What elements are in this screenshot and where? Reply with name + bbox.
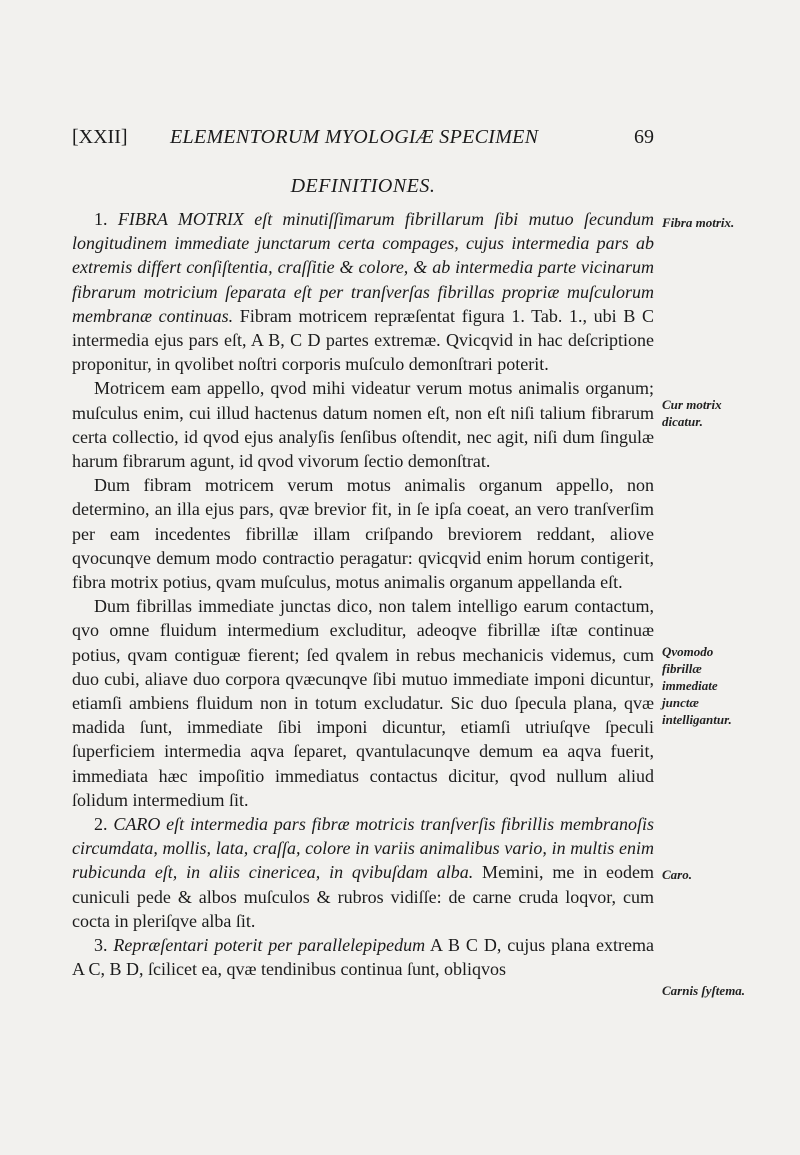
section-number: [XXII] (72, 126, 128, 148)
body-text (72, 207, 654, 982)
running-title: ELEMENTORUM MYOLOGIÆ SPECIMEN (170, 126, 539, 148)
paragraph-3: Dum fibram motricem verum motus animalis organum appello, non determino, an illa ejus pars, qvæ brevior fit, in ſe ipſa coeat, an vero tranſverſim per eam incedentes fibrillæ illam criſpando breviorem reddant, aliove qvocunqve demum modo contractio peragatur: qvicqvid enim horum contigerit, fibra motrix potius, qvam muſculus, motus animalis organum appellanda eſt. (72, 475, 654, 593)
running-head (72, 126, 654, 150)
margin-note-qvomodo: Qvomodo fibrillæ immediate junctæ intelligantur. (662, 644, 732, 727)
section-heading: DEFINITIONES. (290, 175, 436, 197)
paragraph-2: Motricem eam appello, qvod mihi videatur verum motus animalis organum; muſculus enim, cui illud hactenus datum nomen eſt, non eſt niſi talium fibrarum certa collectio, id qvod ejus analyſis ſenſibus oſtendit, nec agit, niſi dum ſingulæ harum fibrarum agunt, id qvod vivorum ſectio demonſtrat. (72, 378, 654, 472)
margin-note-fibra-motrix: Fibra motrix. (662, 215, 735, 230)
paragraph-5: 2. CARO eſt intermedia pars fibræ motricis tranſverſis fibrillis membranoſis circumdata, mollis, lata, craſſa, colore in variis animalibus vario, in multis enim rubicunda eſt, in aliis cinericea, in qvibuſdam alba. Memini, me in eodem cuniculi pede & albos muſculos & rubros vidiſſe: de carne cruda loqvor, cum cocta in pleriſqve alba ſit. (72, 814, 655, 931)
paragraph-4: Dum fibrillas immediate junctas dico, non talem intelligo earum contactum, qvo omne fluidum intermedium excluditur, adeoqve fibrillæ iſtæ continuæ potius, qvam contiguæ fierent; ſed qvalem in rebus mechanicis videmus, cum duo cubi, aliave duo corpora qvæcunqve ſibi mutuo immediate imponi dicuntur, etiamſi ambiens fluidum non in totum excludatur. Sic duo ſpecula plana, qvæ madida ſunt, immediate ſibi imponi dicuntur, etiamſi utriuſqve ſpeculi ſuperficiem intermedia aqva ſeparet, qvantulacunqve demum ea aqva fuerit, immediata hæc impoſitio immediatus contactus dicitur, qvod nullum aliud ſolidum intermedium ſit. (72, 596, 654, 810)
margin-note-cur-motrix: Cur motrix dicatur. (662, 397, 722, 429)
page-number: 69 (634, 126, 654, 148)
paragraph-6: 3. Repræſentari poterit per parallelepipedum A B C D, cujus plana extrema A C, B D, ſcilicet ea, qvæ tendinibus continua ſunt, obliqvos (72, 935, 655, 980)
paragraph-1: 1. FIBRA MOTRIX eſt minutiſſimarum fibrillarum ſibi mutuo ſecundum longitudinem immediate junctarum certa compages, cujus intermedia pars ab extremis differt conſiſtentia, craſſitie & colore, & ab intermedia parte vicinarum fibrarum motricium ſeparata eſt per tranſverſas fibrillas propriæ muſculorum membranæ continuas. Fibram motricem repræſentat figura 1. Tab. 1., ubi B C intermedia ejus pars eſt, A B, C D partes extremæ. Qvicqvid in hac deſcriptione proponitur, in qvolibet noſtri corporis muſculo demonſtrari poterit. (72, 209, 654, 375)
margin-note-carnis-systema: Carnis ſyſtema. (662, 983, 746, 998)
margin-note-caro: Caro. (662, 867, 692, 882)
